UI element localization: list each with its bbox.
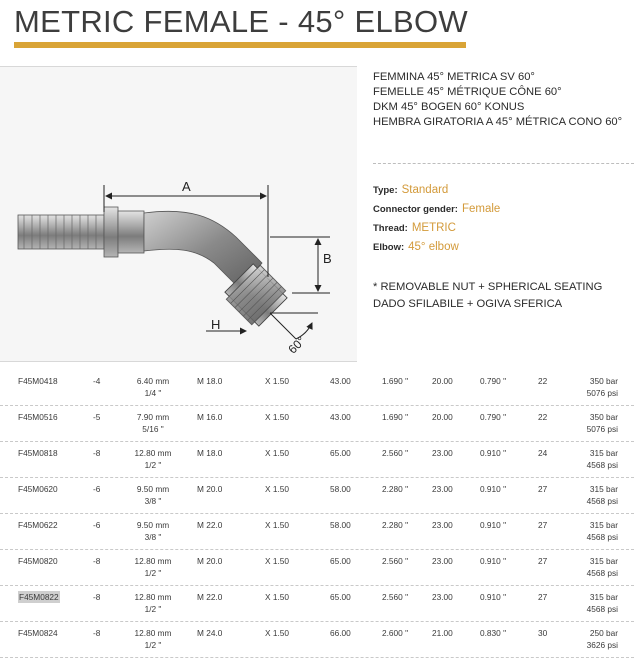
thread-pitch bbox=[265, 519, 289, 531]
hose-diameter bbox=[130, 555, 176, 579]
spec-type bbox=[373, 181, 500, 200]
part-code-line: F45M0822 bbox=[19, 592, 59, 602]
thread-pitch bbox=[265, 627, 289, 639]
pressure bbox=[572, 627, 618, 651]
dash-size bbox=[93, 519, 100, 531]
part-code-line: F45M0620 bbox=[18, 484, 58, 494]
thread-size-line: M 24.0 bbox=[197, 628, 223, 638]
spec-elbow bbox=[373, 238, 500, 257]
pressure-line: 350 bar bbox=[589, 376, 618, 386]
dim-h-line: 27 bbox=[538, 556, 548, 566]
dim-b-mm bbox=[432, 591, 453, 603]
thread-size bbox=[197, 555, 222, 567]
table-row bbox=[0, 514, 634, 550]
name-it: FEMMINA 45° METRICA SV 60° bbox=[373, 71, 535, 83]
dim-a-mm-line: 65.00 bbox=[330, 556, 351, 566]
thread-pitch-line: X 1.50 bbox=[265, 520, 289, 530]
thread-size bbox=[197, 627, 222, 639]
part-code[interactable] bbox=[18, 411, 58, 423]
spec-value: METRIC bbox=[411, 222, 456, 234]
dim-h bbox=[538, 519, 547, 531]
hose-diameter-line: 12.80 mm bbox=[134, 556, 172, 566]
dim-b-mm bbox=[432, 483, 453, 495]
dim-h-line: 27 bbox=[538, 484, 548, 494]
part-code[interactable] bbox=[18, 555, 58, 567]
hose-diameter-line: 1/2 " bbox=[144, 568, 162, 578]
dim-h bbox=[538, 555, 547, 567]
table-row bbox=[0, 442, 634, 478]
spec-key: Connector gender: bbox=[373, 204, 458, 215]
thread-size bbox=[197, 591, 222, 603]
dim-a-mm-line: 43.00 bbox=[330, 376, 351, 386]
dim-a-inch-line: 1.690 " bbox=[382, 376, 409, 386]
thread-size bbox=[197, 411, 222, 423]
dash-size-line: -8 bbox=[93, 448, 101, 458]
spec-value: 45° elbow bbox=[408, 241, 459, 253]
angle-marker bbox=[270, 313, 318, 339]
dim-h bbox=[538, 483, 547, 495]
thread-pitch-line: X 1.50 bbox=[265, 412, 289, 422]
hose-diameter-line: 5/16 " bbox=[142, 424, 164, 434]
pressure-line: 4568 psi bbox=[586, 532, 618, 542]
dim-b-mm-line: 23.00 bbox=[432, 520, 453, 530]
dim-b-mm bbox=[432, 411, 453, 423]
part-code-line: F45M0820 bbox=[18, 556, 58, 566]
thread-size-line: M 22.0 bbox=[197, 592, 223, 602]
thread-size-line: M 18.0 bbox=[197, 376, 223, 386]
pressure-line: 4568 psi bbox=[586, 604, 618, 614]
table-row bbox=[0, 622, 634, 658]
dim-b-mm-line: 23.00 bbox=[432, 592, 453, 602]
technical-drawing-panel bbox=[0, 66, 357, 362]
pressure bbox=[572, 591, 618, 615]
dim-a-inch bbox=[382, 447, 408, 459]
angle-label: 60° bbox=[285, 333, 309, 357]
hose-diameter-line: 3/8 " bbox=[144, 496, 162, 506]
dash-size-line: -8 bbox=[93, 556, 101, 566]
thread-size-line: M 20.0 bbox=[197, 484, 223, 494]
spec-gender bbox=[373, 200, 500, 219]
dim-h-line: 30 bbox=[538, 628, 548, 638]
hose-diameter-line: 1/2 " bbox=[144, 640, 162, 650]
part-code[interactable] bbox=[18, 591, 60, 603]
dim-b-mm bbox=[432, 627, 453, 639]
pressure bbox=[572, 375, 618, 399]
dash-size-line: -8 bbox=[93, 628, 101, 638]
dim-a-mm bbox=[330, 555, 351, 567]
spec-value: Female bbox=[461, 203, 501, 215]
pressure bbox=[572, 483, 618, 507]
dim-a-inch-line: 2.600 " bbox=[382, 628, 409, 638]
hose-diameter-line: 9.50 mm bbox=[136, 520, 170, 530]
dash-size bbox=[93, 411, 100, 423]
dim-b-mm bbox=[432, 519, 453, 531]
table-row bbox=[0, 406, 634, 442]
dim-b-inch-line: 0.910 " bbox=[480, 484, 507, 494]
dim-a-inch-line: 2.280 " bbox=[382, 484, 409, 494]
dim-b-inch-line: 0.910 " bbox=[480, 520, 507, 530]
table-row bbox=[0, 478, 634, 514]
dim-b-mm-line: 23.00 bbox=[432, 448, 453, 458]
dim-a-inch-line: 2.560 " bbox=[382, 556, 409, 566]
pressure bbox=[572, 447, 618, 471]
dim-h bbox=[538, 627, 547, 639]
dim-b-mm-line: 20.00 bbox=[432, 376, 453, 386]
part-code-line: F45M0824 bbox=[18, 628, 58, 638]
thread-pitch-line: X 1.50 bbox=[265, 448, 289, 458]
thread-pitch bbox=[265, 483, 289, 495]
dim-a-mm bbox=[330, 519, 351, 531]
dimension-h-label: H bbox=[211, 317, 221, 332]
hose-diameter-line: 12.80 mm bbox=[134, 628, 172, 638]
product-table bbox=[0, 370, 634, 658]
pressure-line: 250 bar bbox=[589, 628, 618, 638]
fitting-drawing bbox=[0, 67, 357, 361]
pressure-line: 315 bar bbox=[589, 556, 618, 566]
dash-size bbox=[93, 483, 100, 495]
part-code-line: F45M0818 bbox=[18, 448, 58, 458]
dim-a-inch bbox=[382, 411, 408, 423]
dim-a-mm bbox=[330, 375, 351, 387]
dash-size bbox=[93, 447, 100, 459]
pressure-line: 350 bar bbox=[589, 412, 618, 422]
thread-pitch bbox=[265, 411, 289, 423]
dim-b-inch-line: 0.910 " bbox=[480, 556, 507, 566]
pressure bbox=[572, 519, 618, 543]
hose-diameter-line: 3/8 " bbox=[144, 532, 162, 542]
dimension-b-label: B bbox=[323, 251, 332, 266]
dash-size bbox=[93, 555, 100, 567]
name-es: HEMBRA GIRATORIA A 45° MÉTRICA CONO 60° bbox=[373, 116, 623, 128]
name-fr: FEMELLE 45° MÉTRIQUE CÔNE 60° bbox=[373, 86, 562, 98]
thread-pitch bbox=[265, 447, 289, 459]
dash-size bbox=[93, 627, 100, 639]
dim-b-inch bbox=[480, 375, 506, 387]
dash-size bbox=[93, 375, 100, 387]
thread-size-line: M 16.0 bbox=[197, 412, 223, 422]
dim-b-mm bbox=[432, 375, 453, 387]
hose-diameter-line: 1/4 " bbox=[144, 388, 162, 398]
spec-key: Thread: bbox=[373, 223, 408, 234]
table-row bbox=[0, 586, 634, 622]
thread-size-line: M 20.0 bbox=[197, 556, 223, 566]
dim-b-mm-line: 20.00 bbox=[432, 412, 453, 422]
dim-h-line: 24 bbox=[538, 448, 548, 458]
dim-h bbox=[538, 411, 547, 423]
dim-a-mm bbox=[330, 483, 351, 495]
dim-a-mm bbox=[330, 447, 351, 459]
translated-names bbox=[373, 70, 622, 130]
dim-a-inch bbox=[382, 375, 408, 387]
dash-size-line: -8 bbox=[93, 592, 101, 602]
dim-a-inch-line: 2.560 " bbox=[382, 592, 409, 602]
dim-b-inch bbox=[480, 627, 506, 639]
part-code[interactable] bbox=[18, 519, 58, 531]
part-code-line: F45M0418 bbox=[18, 376, 58, 386]
dash-size bbox=[93, 591, 100, 603]
hose-diameter bbox=[130, 519, 176, 543]
hose-diameter-line: 7.90 mm bbox=[136, 412, 170, 422]
pressure-line: 4568 psi bbox=[586, 496, 618, 506]
thread-size bbox=[197, 483, 222, 495]
page-title: METRIC FEMALE - 45° ELBOW bbox=[14, 4, 468, 39]
table-row bbox=[0, 550, 634, 586]
dim-a-mm-line: 58.00 bbox=[330, 484, 351, 494]
notes bbox=[373, 279, 602, 313]
dim-b-inch bbox=[480, 411, 506, 423]
thread-size bbox=[197, 519, 222, 531]
dim-a-inch bbox=[382, 483, 408, 495]
note-en: * REMOVABLE NUT + SPHERICAL SEATING bbox=[373, 281, 603, 293]
part-code-line: F45M0622 bbox=[18, 520, 58, 530]
dim-h-line: 27 bbox=[538, 520, 548, 530]
spec-list bbox=[373, 181, 500, 257]
dim-b-inch bbox=[480, 483, 506, 495]
dash-size-line: -5 bbox=[93, 412, 101, 422]
thread-pitch bbox=[265, 375, 289, 387]
dim-a-mm-line: 65.00 bbox=[330, 592, 351, 602]
spec-key: Type: bbox=[373, 185, 398, 196]
dim-a-inch bbox=[382, 627, 408, 639]
dim-a-mm-line: 65.00 bbox=[330, 448, 351, 458]
dim-b-inch-line: 0.790 " bbox=[480, 412, 507, 422]
dim-a-inch-line: 2.560 " bbox=[382, 448, 409, 458]
dim-b-inch-line: 0.910 " bbox=[480, 448, 507, 458]
thread-size-line: M 22.0 bbox=[197, 520, 223, 530]
dash-size-line: -4 bbox=[93, 376, 101, 386]
dim-h bbox=[538, 375, 547, 387]
dash-size-line: -6 bbox=[93, 520, 101, 530]
dim-b-inch bbox=[480, 447, 506, 459]
thread-pitch bbox=[265, 591, 289, 603]
dim-b-mm bbox=[432, 447, 453, 459]
dim-b-mm bbox=[432, 555, 453, 567]
thread-pitch-line: X 1.50 bbox=[265, 556, 289, 566]
hose-tail-shape bbox=[18, 207, 144, 257]
thread-pitch-line: X 1.50 bbox=[265, 592, 289, 602]
title-underline bbox=[14, 42, 466, 48]
dim-h bbox=[538, 447, 547, 459]
pressure-line: 315 bar bbox=[589, 448, 618, 458]
hose-diameter bbox=[130, 411, 176, 435]
part-code[interactable] bbox=[18, 627, 58, 639]
dim-a-mm bbox=[330, 591, 351, 603]
pressure-line: 5076 psi bbox=[586, 388, 618, 398]
dim-a-mm bbox=[330, 411, 351, 423]
part-code[interactable] bbox=[18, 447, 58, 459]
dim-a-inch bbox=[382, 519, 408, 531]
spec-value: Standard bbox=[401, 184, 449, 196]
dash-size-line: -6 bbox=[93, 484, 101, 494]
spec-key: Elbow: bbox=[373, 242, 405, 253]
hose-diameter-line: 12.80 mm bbox=[134, 448, 172, 458]
dim-b-inch-line: 0.910 " bbox=[480, 592, 507, 602]
part-code[interactable] bbox=[18, 375, 58, 387]
pressure-line: 315 bar bbox=[589, 520, 618, 530]
dim-b-inch-line: 0.830 " bbox=[480, 628, 507, 638]
dim-b-inch bbox=[480, 555, 506, 567]
dim-a-mm bbox=[330, 627, 351, 639]
dim-a-inch bbox=[382, 591, 408, 603]
dim-b-mm-line: 23.00 bbox=[432, 484, 453, 494]
thread-pitch-line: X 1.50 bbox=[265, 376, 289, 386]
hose-diameter bbox=[130, 483, 176, 507]
dim-b-inch-line: 0.790 " bbox=[480, 376, 507, 386]
hose-diameter-line: 1/2 " bbox=[144, 604, 162, 614]
thread-size bbox=[197, 447, 222, 459]
thread-size-line: M 18.0 bbox=[197, 448, 223, 458]
name-de: DKM 45° BOGEN 60° KONUS bbox=[373, 101, 525, 113]
hose-diameter bbox=[130, 591, 176, 615]
dim-h-line: 27 bbox=[538, 592, 548, 602]
dimension-a-label: A bbox=[182, 179, 191, 194]
hose-diameter-line: 9.50 mm bbox=[136, 484, 170, 494]
dim-b-inch bbox=[480, 519, 506, 531]
hose-diameter bbox=[130, 375, 176, 399]
dim-a-inch-line: 1.690 " bbox=[382, 412, 409, 422]
hose-diameter-line: 6.40 mm bbox=[136, 376, 170, 386]
section-divider bbox=[373, 163, 634, 164]
thread-pitch-line: X 1.50 bbox=[265, 628, 289, 638]
spec-thread bbox=[373, 219, 500, 238]
pressure-line: 4568 psi bbox=[586, 568, 618, 578]
part-code[interactable] bbox=[18, 483, 58, 495]
pressure-line: 5076 psi bbox=[586, 424, 618, 434]
dim-h-line: 22 bbox=[538, 376, 548, 386]
dim-a-mm-line: 43.00 bbox=[330, 412, 351, 422]
thread-pitch bbox=[265, 555, 289, 567]
dim-a-inch bbox=[382, 555, 408, 567]
dim-a-mm-line: 66.00 bbox=[330, 628, 351, 638]
thread-size bbox=[197, 375, 222, 387]
hose-diameter-line: 1/2 " bbox=[144, 460, 162, 470]
pressure-line: 315 bar bbox=[589, 484, 618, 494]
dim-b-inch bbox=[480, 591, 506, 603]
pressure-line: 4568 psi bbox=[586, 460, 618, 470]
pressure-line: 315 bar bbox=[589, 592, 618, 602]
dim-h bbox=[538, 591, 547, 603]
thread-pitch-line: X 1.50 bbox=[265, 484, 289, 494]
dim-b-mm-line: 21.00 bbox=[432, 628, 453, 638]
pressure bbox=[572, 411, 618, 435]
dim-b-mm-line: 23.00 bbox=[432, 556, 453, 566]
hose-diameter bbox=[130, 627, 176, 651]
note-it: DADO SFILABILE + OGIVA SFERICA bbox=[373, 298, 563, 310]
pressure bbox=[572, 555, 618, 579]
dim-h-line: 22 bbox=[538, 412, 548, 422]
hose-diameter-line: 12.80 mm bbox=[134, 592, 172, 602]
dim-a-inch-line: 2.280 " bbox=[382, 520, 409, 530]
part-code-line: F45M0516 bbox=[18, 412, 58, 422]
pressure-line: 3626 psi bbox=[586, 640, 618, 650]
table-row bbox=[0, 370, 634, 406]
hose-diameter bbox=[130, 447, 176, 471]
dim-a-mm-line: 58.00 bbox=[330, 520, 351, 530]
